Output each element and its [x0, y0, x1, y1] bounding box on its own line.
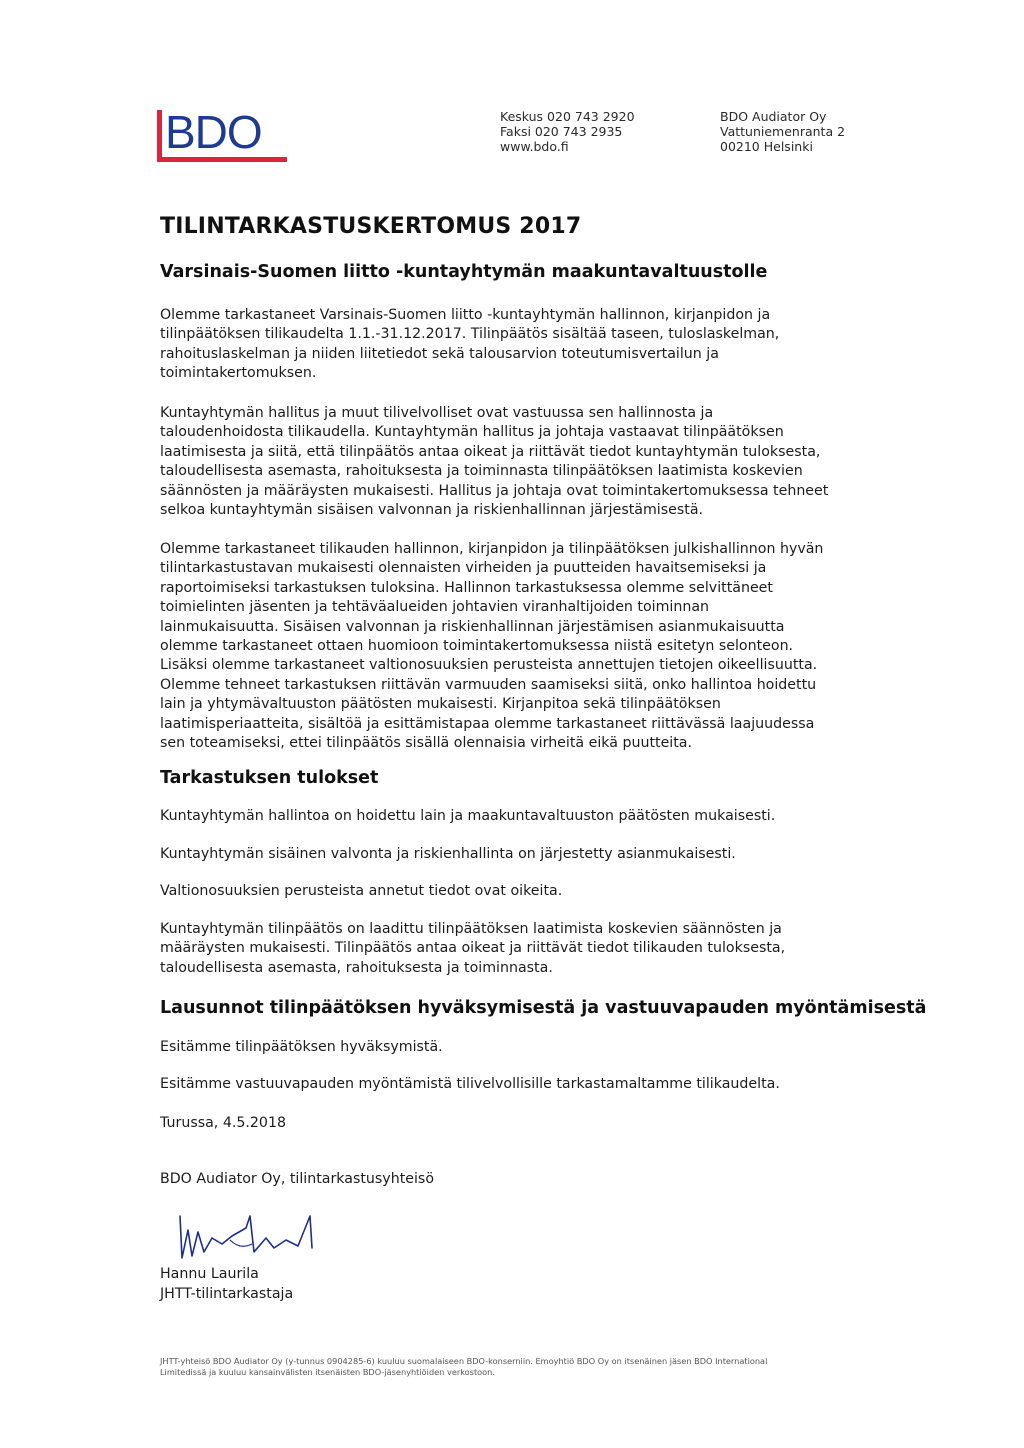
audit-firm: BDO Audiator Oy, tilintarkastusyhteisö: [160, 1171, 435, 1187]
svg-text:BDO: BDO: [165, 108, 262, 158]
results-heading: Tarkastuksen tulokset: [160, 768, 379, 788]
handwritten-signature: [170, 1208, 320, 1268]
text-line: Olemme tehneet tarkastuksen riittävän varmuuden saamiseksi siitä, onko hallintoa hoidettu: [160, 676, 817, 693]
contact-fax: Faksi 020 743 2935: [500, 124, 623, 139]
text-line: taloudellisesta asemasta, rahoituksesta ja toiminnasta.: [160, 959, 553, 976]
text-line: olemme tarkastaneet ottaen huomioon toimintakertomuksessa niistä esitetyn selonteon.: [160, 638, 794, 655]
text-line: Olemme tarkastaneet Varsinais-Suomen liitto -kuntayhtymän hallinnon, kirjanpidon ja: [160, 307, 771, 323]
paragraph-audit-work: [160, 540, 880, 753]
contact-website: www.bdo.fi: [500, 139, 569, 154]
document-title: TILINTARKASTUSKERTOMUS 2017: [160, 214, 582, 239]
text-line: tilintarkastustavan mukaisesti olennaisten virheiden ja puutteiden havaitsemiseksi ja: [160, 560, 767, 577]
text-line: toimielinten jäsenten ja tehtäväalueiden johtavien viranhaltijoiden toiminnan: [160, 599, 710, 616]
text-line: sen toteamiseksi, ettei tilinpäätös sisällä olennaisia virheitä eikä puutteita.: [160, 735, 693, 752]
signer-title: JHTT-tilintarkastaja: [160, 1286, 294, 1302]
statement-approval: Esitämme tilinpäätöksen hyväksymistä.: [160, 1039, 443, 1055]
text-line: säännösten ja määräysten mukaisesti. Hallitus ja johtaja ovat toimintakertomuksessa tehneet: [160, 482, 829, 499]
text-line: laatimisesta ja siitä, että tilinpäätös antaa oikeat ja riittävät tiedot kuntayhtymän tuloksesta,: [160, 443, 821, 460]
paragraph-scope: [160, 306, 880, 384]
text-line: tilinpäätöksen tilikaudelta 1.1.-31.12.2017. Tilinpäätös sisältää taseen, tuloslaskelman,: [160, 326, 780, 343]
text-line: Kuntayhtymän tilinpäätös on laadittu tilinpäätöksen laatimista koskevien säännösten ja: [160, 921, 782, 937]
text-line: Lisäksi olemme tarkastaneet valtionosuuksien perusteista annettujen tietojen oikeellisuutta.: [160, 657, 818, 674]
address-company: BDO Audiator Oy: [720, 109, 827, 124]
statements-heading: Lausunnot tilinpäätöksen hyväksymisestä ja vastuuvapauden myöntämisestä: [160, 998, 927, 1018]
text-line: lain ja yhtymävaltuuston päätösten mukaisesti. Kirjanpitoa sekä tilinpäätöksen: [160, 696, 721, 713]
text-line: taloudenhoidosta tilikaudella. Kuntayhtymän hallitus ja johtaja vastaavat tilinpäätöksen: [160, 424, 784, 441]
statement-discharge: Esitämme vastuuvapauden myöntämistä tilivelvollisille tarkastamaltamme tilikaudelta.: [160, 1076, 780, 1092]
result-statement: Kuntayhtymän hallintoa on hoidettu lain ja maakuntavaltuuston päätösten mukaisesti.: [160, 808, 776, 824]
bdo-logo: [157, 108, 292, 164]
footer-line: Limitedissä ja kuuluu kansainvälisten itsenäisten BDO-jäsenyhtiöiden verkostoon.: [160, 1367, 495, 1377]
footer-note: [160, 1356, 840, 1378]
contact-phone: Keskus 020 743 2920: [500, 109, 635, 124]
company-address: [720, 109, 845, 154]
document-subtitle: Varsinais-Suomen liitto -kuntayhtymän maakuntavaltuustolle: [160, 262, 768, 282]
footer-line: JHTT-yhteisö BDO Audiator Oy (y-tunnus 0904285-6) kuuluu suomalaiseen BDO-konserniin. Emoyhtiö BDO Oy on itsenäinen jäsen BDO International: [160, 1356, 768, 1366]
text-line: lainmukaisuutta. Sisäisen valvonnan ja riskienhallinnan järjestämisen asianmukaisuutta: [160, 618, 785, 635]
text-line: laatimisperiaatteita, sisältöä ja esittämistapaa olemme tarkastaneet riittävässä laajuudessa: [160, 715, 815, 732]
text-line: taloudellisesta asemasta, rahoituksesta ja toiminnasta tilinpäätöksen laatimista koskevien: [160, 463, 803, 480]
paragraph-responsibilities: [160, 404, 880, 520]
contact-info: [500, 109, 635, 154]
result-statement: Kuntayhtymän sisäinen valvonta ja riskienhallinta on järjestetty asianmukaisesti.: [160, 846, 736, 862]
text-line: Kuntayhtymän hallitus ja muut tilivelvolliset ovat vastuussa sen hallinnosta ja: [160, 405, 714, 421]
text-line: toimintakertomuksen.: [160, 365, 317, 382]
text-line: selkoa kuntayhtymän sisäisen valvonnan ja riskienhallinnan järjestämisestä.: [160, 502, 704, 519]
result-statement: Valtionosuuksien perusteista annetut tiedot ovat oikeita.: [160, 883, 563, 899]
signer-name: Hannu Laurila: [160, 1266, 259, 1282]
text-line: Olemme tarkastaneet tilikauden hallinnon, kirjanpidon ja tilinpäätöksen julkishallinnon hyvän: [160, 541, 824, 557]
paragraph-financial-statements: [160, 920, 880, 978]
signer-block: [160, 1264, 293, 1304]
text-line: määräysten mukaisesti. Tilinpäätös antaa oikeat ja riittävät tiedot tilikauden tuloksesta,: [160, 940, 786, 957]
text-line: rahoituslaskelman ja niiden liitetiedot sekä talousarvion toteutumisvertailun ja: [160, 345, 719, 362]
text-line: raportoimiseksi tarkastuksen tuloksina. Hallinnon tarkastuksessa olemme selvittäneet: [160, 579, 773, 596]
address-street: Vattuniemenranta 2: [720, 124, 846, 139]
address-city: 00210 Helsinki: [720, 139, 813, 154]
place-and-date: Turussa, 4.5.2018: [160, 1115, 287, 1131]
